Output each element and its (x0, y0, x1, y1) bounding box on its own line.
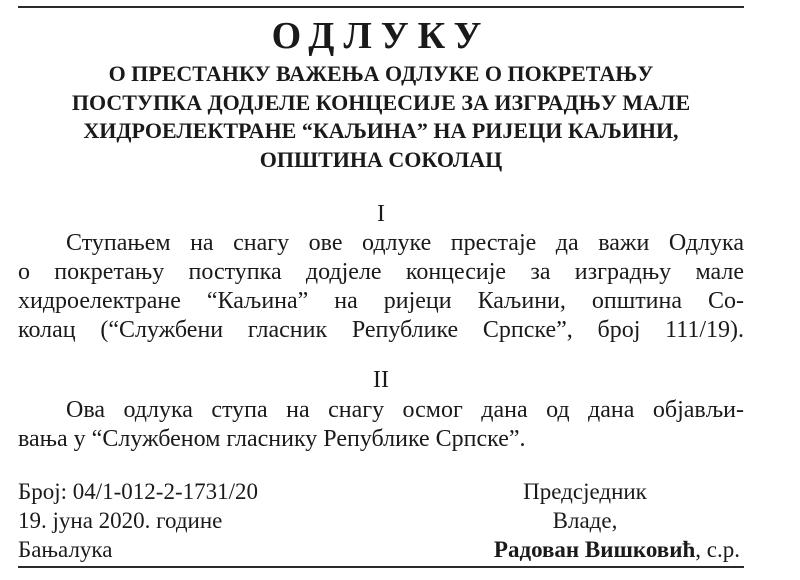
paragraph-line: хидроелектране “Каљина” на ријеци Каљини, општина Со- (18, 288, 744, 314)
signatory-line (400, 535, 740, 564)
section-number-1: I (377, 201, 385, 227)
document-number: Број: 04/1-012-2-1731/20 (18, 479, 258, 504)
subtitle-line: ПОСТУПКА ДОДЈЕЛЕ КОНЦЕСИЈЕ ЗА ИЗГРАДЊУ МАЛЕ (71, 89, 691, 115)
top-rule (18, 6, 744, 8)
document-subtitle (18, 60, 744, 174)
signatory-body: Владе, (552, 508, 618, 533)
section-1-paragraph (18, 229, 744, 345)
paragraph-line: колац (“Службени гласник Републике Српске”, број 111/19). (18, 317, 744, 343)
paragraph-line: о покретању поступка додјеле концесије за изградњу мале (18, 259, 744, 285)
paragraph-line: вања у “Службеном гласнику Републике Српске”. (18, 426, 526, 452)
signatory-suffix: , с.р. (695, 537, 740, 562)
document-title: ОДЛУКУ (271, 15, 491, 57)
signatory-role: Предсједник (523, 479, 647, 504)
subtitle-line: ХИДРОЕЛЕКТРАНЕ “КАЉИНА” НА РИЈЕЦИ КАЉИНИ, (83, 118, 679, 143)
subtitle-line: ОПШТИНА СОКОЛАЦ (259, 146, 503, 172)
section-number-2: II (373, 367, 389, 393)
document-reference (18, 477, 258, 564)
document-place: Бањалука (18, 537, 113, 562)
document-date: 19. јуна 2020. године (18, 508, 223, 533)
signatory-name: Радован Вишковић (493, 537, 696, 562)
signature-block (400, 477, 740, 564)
bottom-rule (18, 566, 744, 568)
paragraph-line: Ова одлука ступа на снагу осмог дана од дана објављи- (66, 397, 744, 423)
section-2-paragraph (18, 396, 744, 454)
paragraph-line: Ступањем на снагу ове одлуке престаје да важи Одлука (66, 230, 744, 256)
subtitle-line: О ПРЕСТАНКУ ВАЖЕЊА ОДЛУКЕ О ПОКРЕТАЊУ (108, 61, 654, 86)
